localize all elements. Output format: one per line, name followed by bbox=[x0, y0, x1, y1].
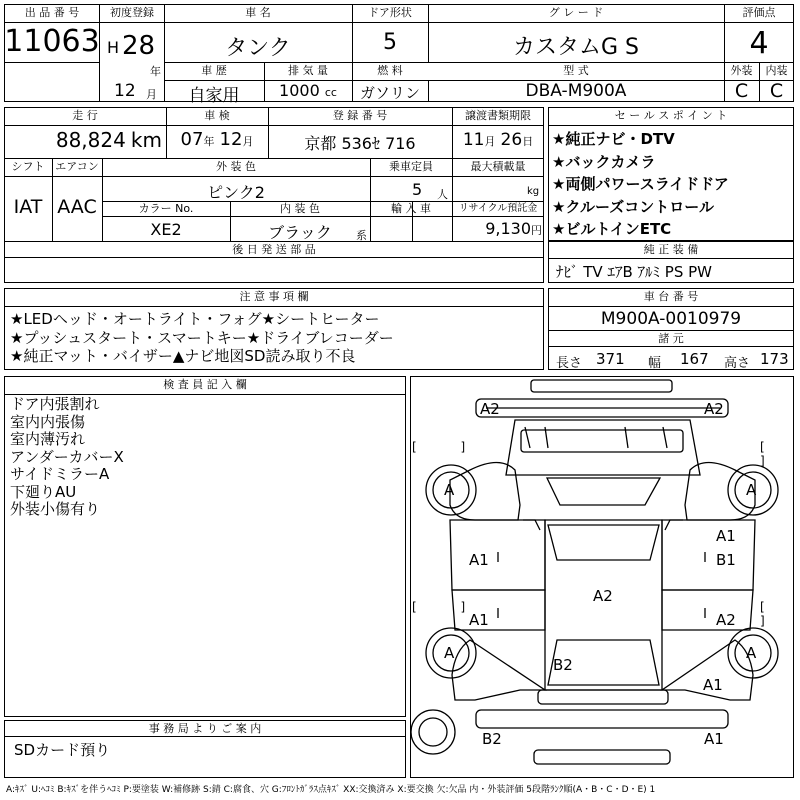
damage-mark: A1 bbox=[716, 527, 736, 545]
height-value: 173 bbox=[760, 350, 789, 368]
grade-label: グ レ ー ド bbox=[548, 6, 604, 19]
mileage-unit: km bbox=[130, 128, 162, 152]
shift-value: IAT bbox=[13, 196, 43, 218]
displacement-unit: cc bbox=[324, 86, 337, 99]
month-unit: 月 bbox=[146, 88, 157, 101]
inspection-year: 07 bbox=[180, 129, 204, 150]
sales-point-item: ★両側パワースライドドア bbox=[552, 175, 729, 193]
car-name-label: 車 名 bbox=[245, 6, 271, 19]
fuel-value: ガソリン bbox=[359, 84, 420, 102]
doors-value: 5 bbox=[383, 30, 397, 55]
sales-point-item: ★純正ナビ・DTV bbox=[552, 130, 675, 148]
color-no-label: カラー No. bbox=[138, 202, 194, 215]
score-value: 4 bbox=[749, 26, 769, 61]
interior-color-label: 内 装 色 bbox=[280, 202, 320, 215]
width-label: 幅 bbox=[648, 356, 662, 371]
capacity-label: 乗車定員 bbox=[389, 160, 433, 173]
sales-points-label: セ ー ル ス ポ イ ン ト bbox=[614, 109, 728, 122]
left-bracket-front: [ ] bbox=[412, 440, 486, 454]
damage-mark: A2 bbox=[704, 400, 724, 418]
interior-color-unit: 系 bbox=[356, 229, 367, 242]
inspector-line: アンダーカバーX bbox=[10, 447, 124, 466]
displacement-label: 排 気 量 bbox=[288, 64, 328, 77]
transfer-month-unit: 月 bbox=[484, 135, 496, 148]
genuine-label: 純 正 装 備 bbox=[643, 243, 699, 256]
width-value: 167 bbox=[680, 350, 709, 368]
transfer-label: 譲渡書類期限 bbox=[465, 109, 531, 122]
color-no-value: XE2 bbox=[150, 220, 182, 239]
office-text: SDカード預り bbox=[14, 741, 111, 759]
damage-mark: A1 bbox=[469, 611, 489, 629]
damage-mark: A1 bbox=[704, 730, 724, 748]
damage-mark: A1 bbox=[703, 676, 723, 694]
inspector-line: 室内内張傷 bbox=[10, 412, 86, 431]
interior-grade: C bbox=[769, 80, 784, 102]
year-unit: 年 bbox=[150, 65, 161, 78]
inspection-month: 12 bbox=[219, 129, 243, 150]
left-bracket-mid: [ ] bbox=[412, 600, 486, 614]
caution-line: ★LEDヘッド・オートライト・フォグ★シートヒーター bbox=[10, 310, 380, 328]
damage-mark: A2 bbox=[480, 400, 500, 418]
damage-mark: A2 bbox=[593, 587, 613, 605]
plate-label: 登 録 番 号 bbox=[332, 109, 388, 122]
inspector-line: 下廻りAU bbox=[10, 482, 77, 501]
transfer-day: 26 bbox=[500, 130, 523, 150]
inspector-line: サイドミラーA bbox=[10, 465, 110, 483]
mileage-label: 走 行 bbox=[72, 109, 98, 122]
chassis-label: 車 台 番 号 bbox=[643, 290, 699, 303]
exterior-grade: C bbox=[734, 80, 749, 102]
first-reg-era: H bbox=[107, 38, 120, 57]
import-label: 輸 入 車 bbox=[391, 202, 431, 215]
damage-mark: A2 bbox=[716, 611, 736, 629]
ac-value: AAC bbox=[57, 196, 97, 218]
door-label: ドア形状 bbox=[368, 6, 412, 19]
score-label: 評価点 bbox=[742, 6, 776, 19]
lot-number: 11063 bbox=[4, 24, 100, 59]
first-reg-label: 初度登録 bbox=[110, 6, 154, 19]
caution-label: 注 意 事 項 欄 bbox=[239, 290, 309, 303]
interior-color-value: ブラック bbox=[268, 223, 332, 242]
inspector-label: 検 査 員 記 入 欄 bbox=[163, 378, 247, 391]
first-reg-month: 12 bbox=[114, 81, 136, 101]
model-value: DBA-M900A bbox=[525, 81, 627, 101]
inspector-line: 外装小傷有り bbox=[10, 500, 101, 518]
right-bracket-front: [ ] bbox=[760, 440, 779, 468]
capacity-value: 5 bbox=[412, 180, 423, 199]
caution-line: ★純正マット・バイザー▲ナビ地図SD読み取り不良 bbox=[10, 347, 356, 365]
plate-value: 京都 536ｾ 716 bbox=[304, 134, 416, 153]
dims-label: 諸 元 bbox=[658, 332, 684, 345]
damage-mark: A1 bbox=[469, 551, 489, 569]
inspection-year-unit: 年 bbox=[203, 135, 215, 148]
mileage-number: 88,824 bbox=[55, 128, 126, 152]
sales-point-item: ★バックカメラ bbox=[552, 152, 656, 171]
history-label: 車 歴 bbox=[201, 64, 227, 77]
parts-label: 後 日 発 送 部 品 bbox=[232, 243, 316, 256]
ac-label: エアコン bbox=[55, 160, 99, 173]
damage-mark: A bbox=[746, 481, 757, 499]
model-label: 型 式 bbox=[563, 64, 589, 77]
sales-point-item: ★クルーズコントロール bbox=[552, 197, 714, 216]
caution-line: ★プッシュスタート・スマートキー★ドライブレコーダー bbox=[10, 328, 394, 347]
damage-mark: A bbox=[444, 481, 455, 499]
office-label: 事 務 局 よ り ご 案 内 bbox=[148, 722, 262, 735]
exterior-color-value: ピンク2 bbox=[207, 183, 265, 202]
transfer-day-unit: 日 bbox=[522, 135, 534, 148]
genuine-value: ﾅﾋﾞ TV ｴｱB ｱﾙﾐ PS PW bbox=[556, 263, 712, 281]
height-label: 高さ bbox=[724, 356, 751, 371]
damage-mark: A bbox=[444, 644, 455, 662]
load-label: 最大積載量 bbox=[470, 160, 526, 173]
exterior-color-label: 外 装 色 bbox=[216, 160, 256, 173]
car-name: タンク bbox=[225, 36, 291, 61]
shift-label: シフト bbox=[11, 160, 45, 173]
history-value: 自家用 bbox=[188, 86, 240, 106]
damage-mark: B2 bbox=[482, 730, 502, 748]
damage-mark: B2 bbox=[553, 656, 573, 674]
capacity-unit: 人 bbox=[437, 188, 448, 201]
inspector-line: 室内薄汚れ bbox=[10, 430, 86, 448]
legend-text: A:ｷｽﾞ U:ﾍｺﾐ B:ｷｽﾞを伴うﾍｺﾐ P:要塗装 W:補修跡 S:錆 C:腐食、穴 G:ﾌﾛﾝﾄｶﾞﾗｽ点ｷｽﾞ XX:交換済み X:要交換 欠:欠品 内・外装評価 5段階ﾗﾝｸ順(A・B・C・D・E) 1 bbox=[6, 785, 656, 795]
inspector-line: ドア内張割れ bbox=[10, 395, 100, 413]
damage-mark: A bbox=[746, 644, 757, 662]
length-label: 長さ bbox=[556, 356, 583, 371]
damage-mark: B1 bbox=[716, 551, 736, 569]
fuel-label: 燃 料 bbox=[377, 64, 403, 77]
exterior-label: 外装 bbox=[730, 64, 753, 77]
displacement-number: 1000 bbox=[279, 81, 320, 100]
interior-label: 内装 bbox=[765, 64, 788, 77]
inspection-label: 車 検 bbox=[204, 109, 230, 122]
lot-label: 出 品 番 号 bbox=[24, 6, 80, 19]
first-reg-year: 28 bbox=[122, 31, 156, 61]
recycle-unit: 円 bbox=[531, 224, 542, 237]
recycle-label: リサイクル預託金 bbox=[458, 203, 538, 214]
load-unit: kg bbox=[527, 186, 540, 197]
grade-value: カスタムG S bbox=[512, 35, 639, 60]
recycle-number: 9,130 bbox=[485, 219, 531, 238]
inspection-month-unit: 月 bbox=[242, 135, 254, 148]
sales-point-item: ★ビルトインETC bbox=[552, 220, 672, 238]
chassis-number: M900A-0010979 bbox=[600, 309, 742, 329]
transfer-month: 11 bbox=[462, 130, 485, 150]
length-value: 371 bbox=[596, 350, 625, 368]
right-bracket-mid: [ ] bbox=[760, 600, 779, 628]
